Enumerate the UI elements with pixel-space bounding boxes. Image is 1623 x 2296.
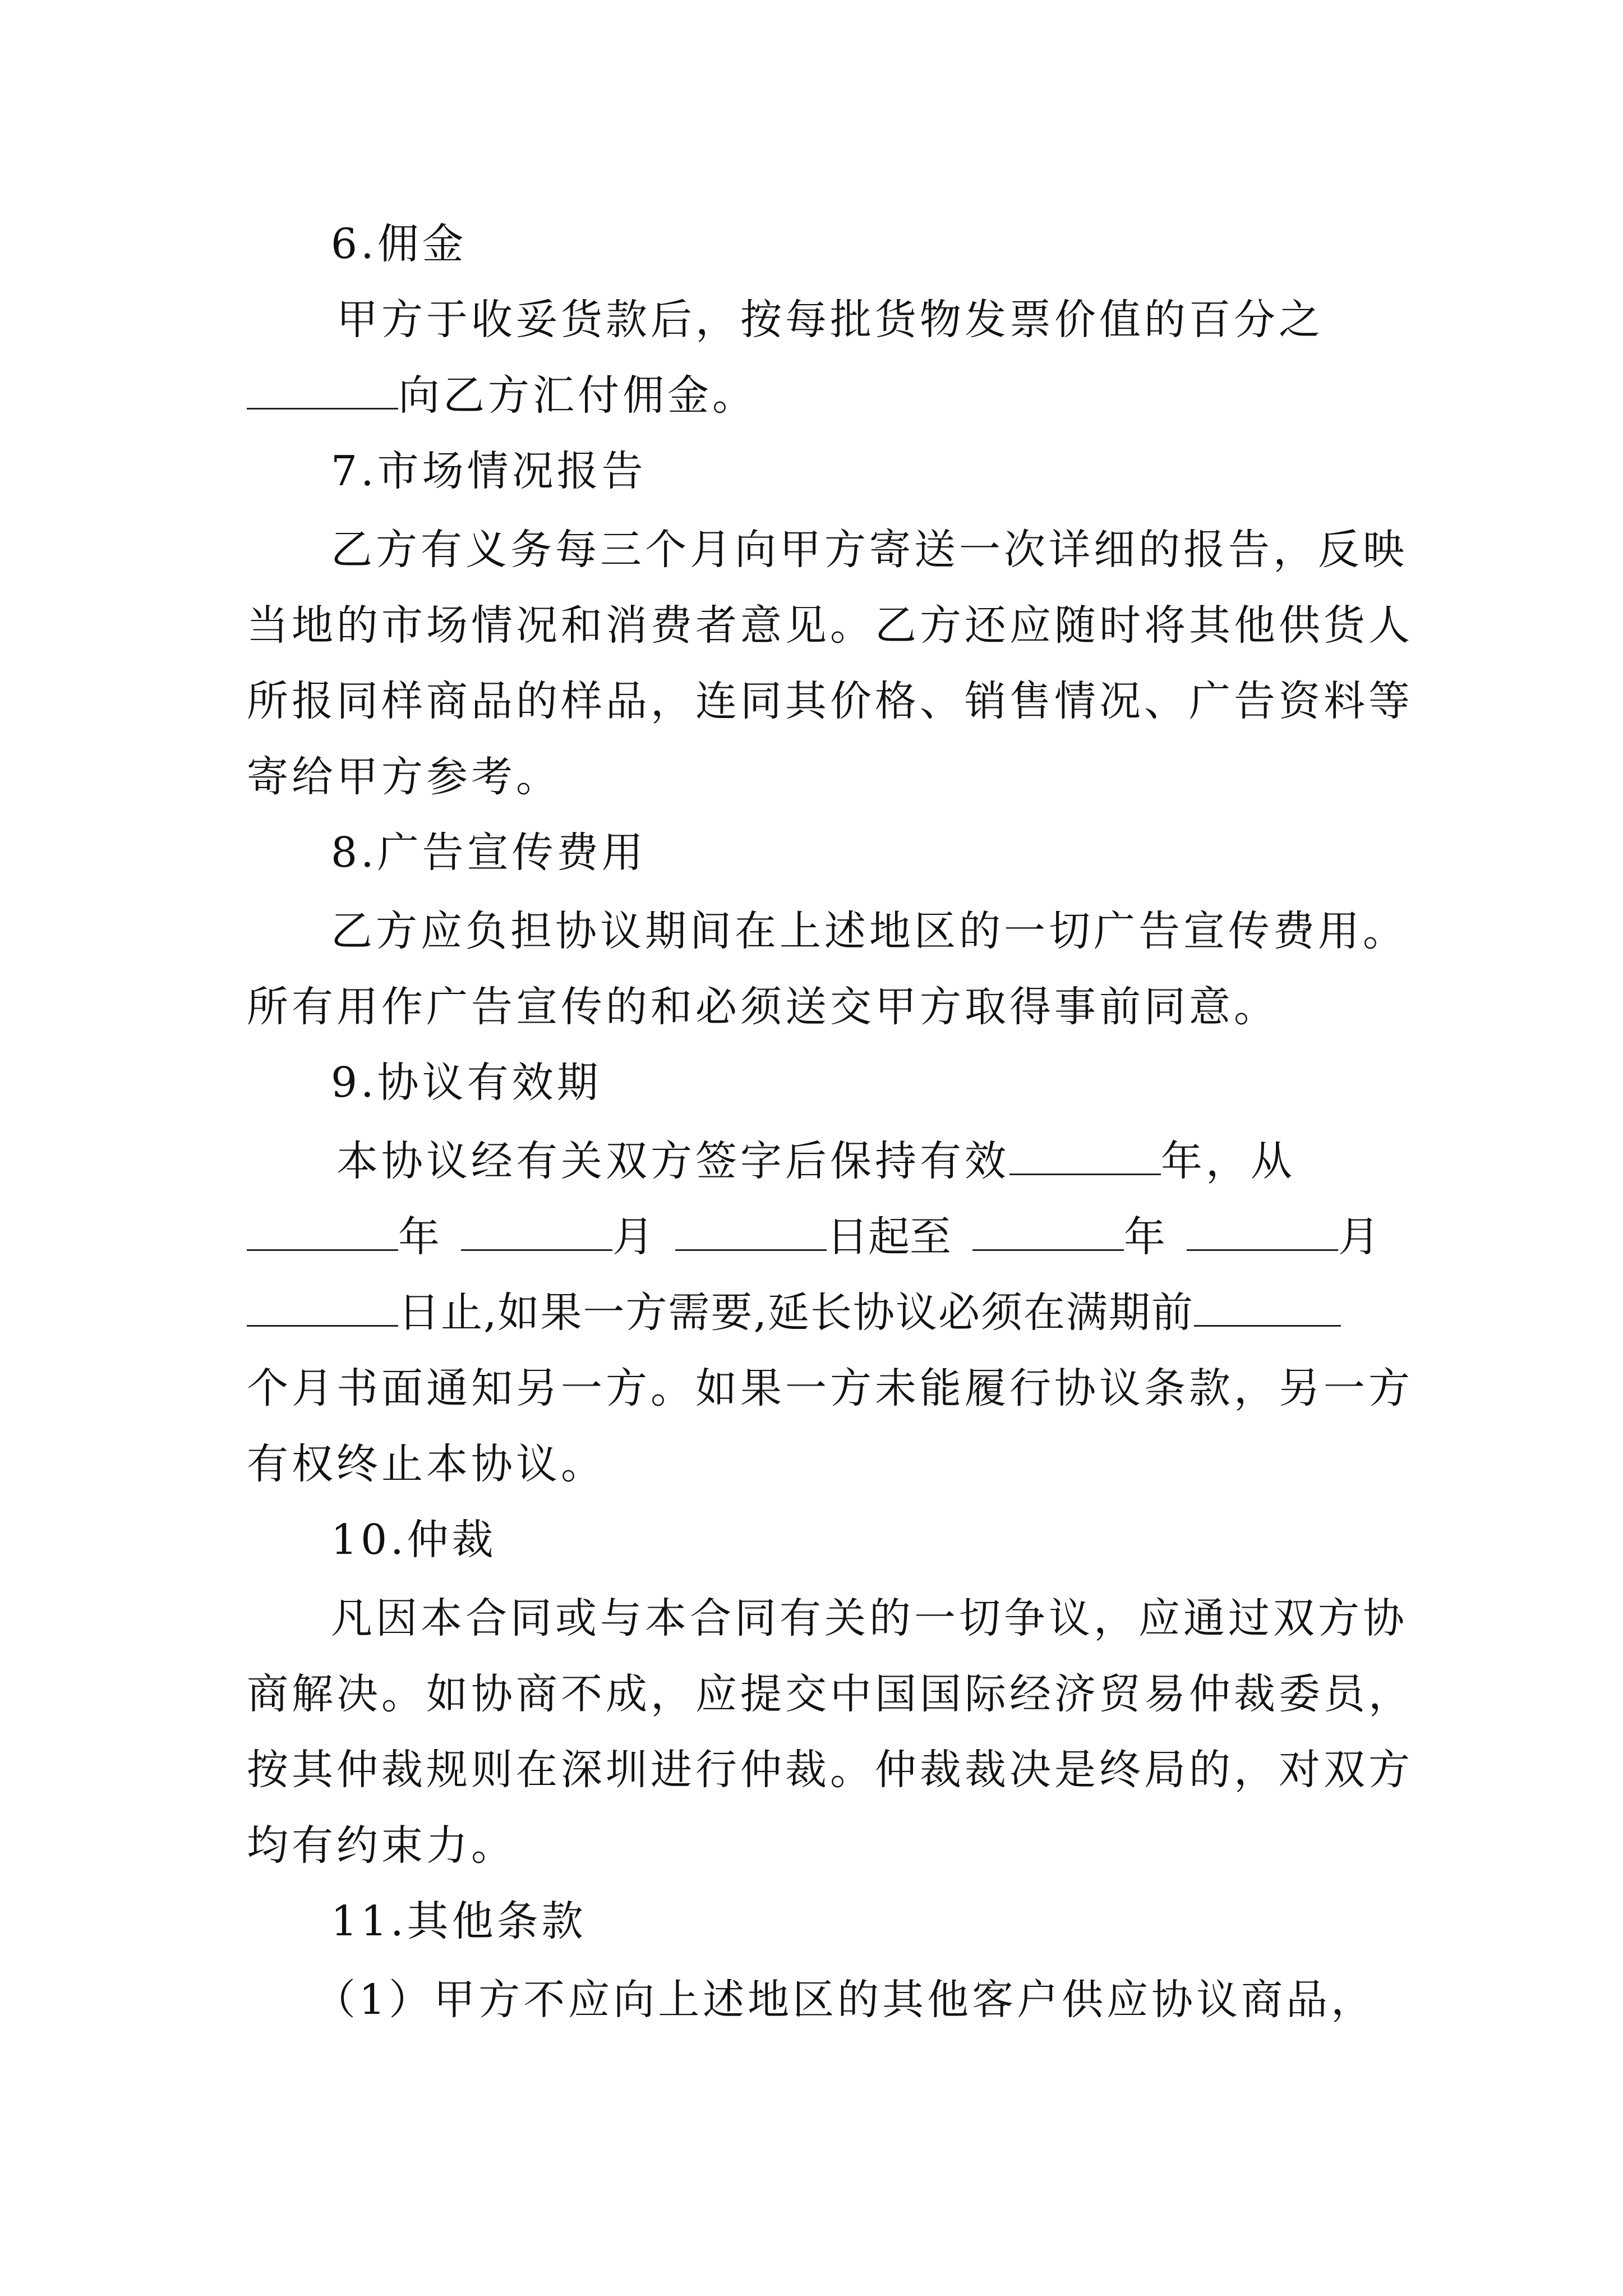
section-6-heading: 6.佣金 <box>331 220 467 268</box>
section-10-text-line-4: 均有约束力。 <box>247 1821 516 1870</box>
end-year-blank[interactable] <box>972 1214 1124 1251</box>
end-month-label: 月 <box>1338 1213 1380 1261</box>
end-year-label: 年 <box>1124 1213 1165 1261</box>
section-11-text-line-1: （1）甲方不应向上述地区的其他客户供应协议商品， <box>314 1976 1376 2024</box>
section-10-text-line-2: 商解决。如协商不成，应提交中国国际经济贸易仲裁委员， <box>247 1670 1413 1718</box>
section-6-text-tail: 向乙方汇付佣金。 <box>398 371 757 420</box>
validity-text: 本协议经有关双方签字后保持有效 <box>336 1137 1009 1185</box>
section-6-text-line-2 <box>247 356 1380 435</box>
section-8-heading: 8.广告宣传费用 <box>331 829 647 877</box>
start-year-label: 年 <box>398 1213 440 1261</box>
start-month-blank[interactable] <box>461 1214 612 1251</box>
section-6-text-line-1: 甲方于收妥货款后，按每批货物发票价值的百分之 <box>336 296 1324 344</box>
section-9-heading: 9.协议有效期 <box>331 1059 602 1107</box>
section-7-text-line-1: 乙方有义务每三个月向甲方寄送一次详细的报告，反映 <box>331 526 1408 574</box>
section-7-heading: 7.市场情况报告 <box>331 447 647 495</box>
section-7-text-line-4: 寄给甲方参考。 <box>247 753 561 801</box>
section-10-text-line-1: 凡因本合同或与本合同有关的一切争议，应通过双方协 <box>331 1594 1408 1642</box>
section-11-heading: 11.其他条款 <box>331 1897 587 1945</box>
validity-years-blank[interactable] <box>1009 1139 1161 1175</box>
section-9-text-line-1 <box>336 1122 1469 1200</box>
extension-text: 日止,如果一方需要,延长协议必须在满期前 <box>398 1289 1195 1337</box>
commission-percentage-blank[interactable] <box>247 373 398 409</box>
section-9-text-line-3 <box>247 1273 1380 1352</box>
section-10-text-line-3: 按其仲裁规则在深圳进行仲裁。仲裁裁决是终局的，对双方 <box>247 1746 1413 1794</box>
start-day-label: 日起至 <box>827 1213 951 1261</box>
start-year-blank[interactable] <box>247 1214 398 1251</box>
start-month-label: 月 <box>612 1213 654 1261</box>
section-9-date-line <box>247 1198 1380 1276</box>
section-9-text-line-5: 有权终止本协议。 <box>247 1440 606 1488</box>
notice-months-blank[interactable] <box>1194 1290 1341 1327</box>
section-9-text-line-4: 个月书面通知另一方。如果一方未能履行协议条款，另一方 <box>247 1364 1413 1412</box>
end-month-blank[interactable] <box>1187 1214 1338 1251</box>
start-day-blank[interactable] <box>675 1214 827 1251</box>
section-8-text-line-2: 所有用作广告宣传的和必须送交甲方取得事前同意。 <box>247 983 1279 1031</box>
section-8-text-line-1: 乙方应负担协议期间在上述地区的一切广告宣传费用。 <box>331 907 1408 955</box>
validity-unit-text: 年，从 <box>1161 1137 1295 1185</box>
section-10-heading: 10.仲裁 <box>331 1516 497 1564</box>
end-day-blank[interactable] <box>247 1290 398 1327</box>
section-7-text-line-3: 所报同样商品的样品，连同其价格、销售情况、广告资料等 <box>247 677 1413 725</box>
section-7-text-line-2: 当地的市场情况和消费者意见。乙方还应随时将其他供货人 <box>247 601 1413 650</box>
